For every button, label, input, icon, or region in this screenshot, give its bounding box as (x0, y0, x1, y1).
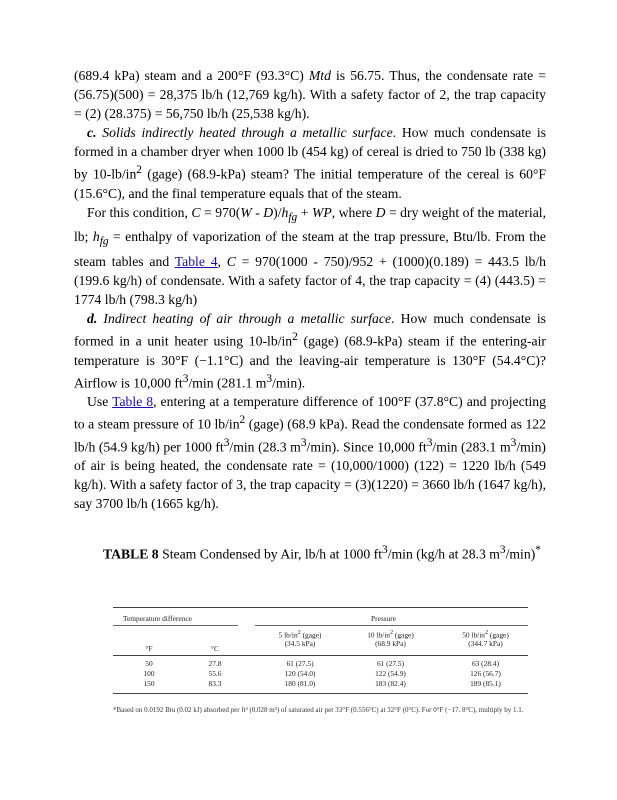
table-caption: TABLE 8 Steam Condensed by Air, lb/h at 1000 $ft^3/\min$ (kg/h at 28.3 $m^3/\min)^*$ (103, 544, 541, 562)
paragraph-condition: For this condition, $C = 970(W - D)/h_{fg}$ + WP, where D = dry weight of the material, lb; $h_{fg}$ = enthalpy of vaporization of the steam at the trap pressure, Btu/lb. From the steam tables and Table 4, C = 970(1000 - 750)/952 + (1000)(0.189) = 443.5 lb/h (199.6 kg/h) of condensate. With a safety factor of 4, the trap capacity = (4) (443.5) = 1774 lb/h (798.3 kg/h) (74, 204, 547, 308)
table-4-link[interactable]: Table 4 (174, 254, 218, 270)
col-5psi: 5 $lb/in^2$ (gage) (34.5 kPa) (278, 630, 322, 649)
table-label: TABLE 8 (103, 546, 159, 562)
item-c-title: Solids indirectly heated through a metallic surface (102, 125, 393, 140)
paragraph-d: d. Indirect heating of air through a metallic surface. How much condensate is formed in a unit heater using $10-lb/in^2$ (gage) (68.9-kPa) steam if the entering-air temperature is 30°F (−1.1°C) and the leaving-air temperature is 130°F (54.4°C)? Airflow is 10,000 $ft^3/\min$ (281.1 $m^3/\min$). (74, 311, 546, 391)
table-row: 100 55.6 120 (54.0) 122 (54.9) 126 (56.7) (143, 669, 501, 678)
item-c-label: c. (87, 125, 97, 140)
col-10psi: 10 $lb/in^2$ (gage) (68.9 kPa) (367, 630, 414, 649)
table-footnote: *Based on 0.0192 Btu (0.02 kJ) absorbed per ft³ (0.028 m³) of saturated air per 33°F (0.556°C) at 32°F (0°C). For 0°F (−17. 8°C), multiply by 1.1. (113, 706, 524, 714)
table-bottom-rule (113, 693, 528, 694)
header-temp-difference: Temperature difference (123, 614, 192, 623)
table-top-rule (113, 607, 528, 608)
paragraph-intro: (689.4 kPa) steam and a 200°F (93.3°C) Mtd is 56.75. Thus, the condensate rate = (56.75)(500) = 28,375 lb/h (12,769 kg/h). With a safety factor of 2, the trap capacity = (2) (28.375) = 56,750 lb/h (25,538 kg/h). (74, 68, 546, 121)
header-bottom-rule (113, 655, 528, 656)
header-pressure: Pressure (371, 614, 397, 623)
pressure-group-rule (255, 625, 528, 626)
document-body (74, 66, 546, 513)
col-c: °C (211, 644, 219, 653)
col-f: °F (145, 644, 153, 653)
col-50psi: 50 $lb/in^2$ (gage) (344.7 kPa) (462, 630, 509, 649)
temp-group-rule (113, 625, 238, 626)
table-row: 50 27.8 61 (27.5) 61 (27.5) 63 (28.4) (145, 659, 500, 668)
table-8-link[interactable]: Table 8 (112, 394, 154, 410)
item-d-label: d. (87, 311, 98, 327)
paragraph-c: c. Solids indirectly heated through a metallic surface. How much condensate is formed in a chamber dryer when 1000 lb (454 kg) of cereal is dried to 750 lb (338 kg) by $10-lb/in^2$ (gage) (68.9-kPa) steam? The initial temperature of the cereal is 60°F (15.6°C), and the final temperature equals that of the steam. (74, 125, 547, 201)
paragraph-use: Use Table 8, entering at a temperature difference of 100°F (37.8°C) and projecting to a steam pressure of 10 $lb/in^2$ (gage) (68.9 kPa). Read the condensate formed as 122 lb/h (54.9 kg/h) per 1000 $ft^3/\min$ (28.3 $m^3/\min$). Since 10,000 $ft^3/\min$ (283.1 $m^3/\min$) of air is being heated, the condensate rate = (10,000/1000) (122) = 1220 lb/h (549 kg/h). With a safety factor of 3, the trap capacity = (3)(1220) = 3660 lb/h (1647 kg/h), say 3700 lb/h (1665 kg/h). (74, 394, 546, 512)
table-row: 150 83.3 180 (81.0) 183 (82.4) 189 (85.1) (143, 679, 501, 688)
item-d-title: Indirect heating of air through a metallic surface (103, 311, 392, 327)
